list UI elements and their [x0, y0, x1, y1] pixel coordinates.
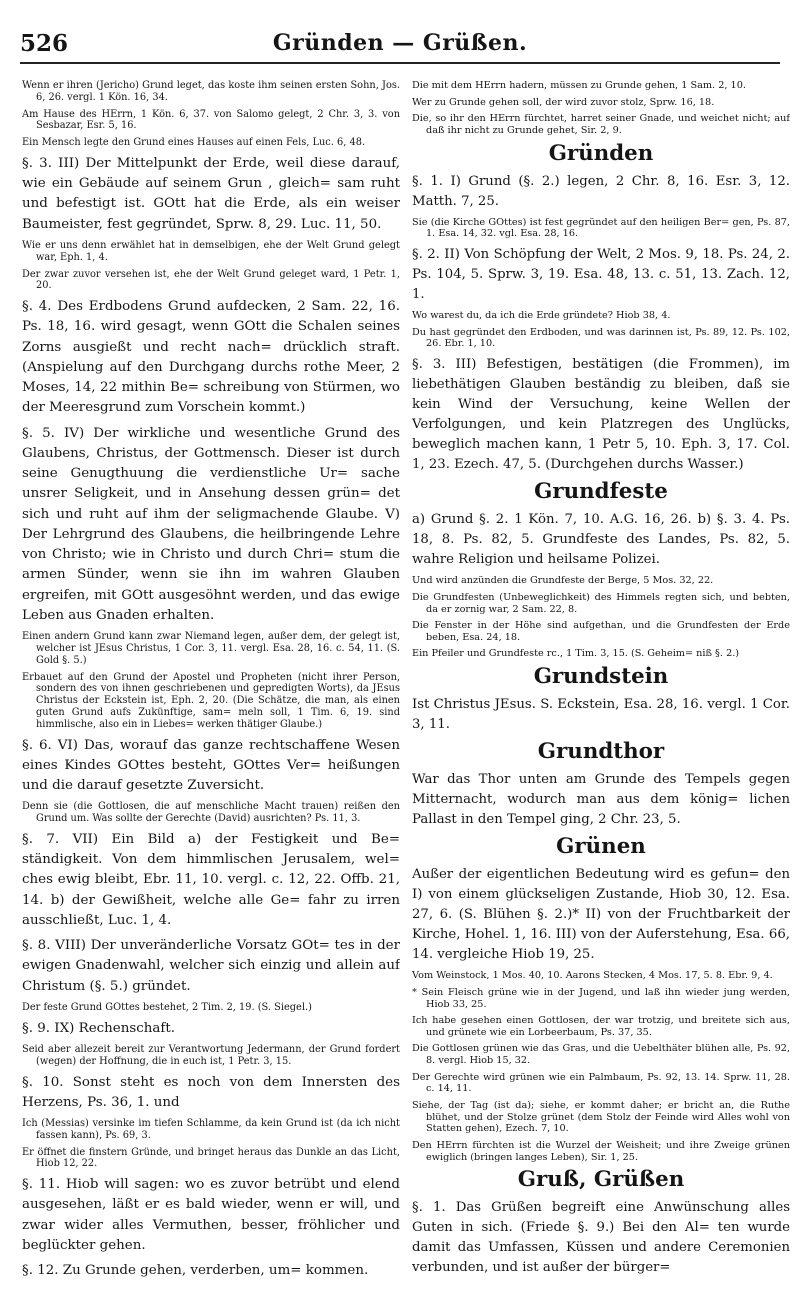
entry-heading: Grundfeste: [534, 479, 668, 505]
section-paragraph: §. 2. II) Von Schöpfung der Welt, 2 Mos. 9, 18. Ps. 24, 2. Ps. 104, 5. Sprw. 3, 19. Esa. 48, 13. c. 51, 13. Zach. 12, 1.: [412, 246, 790, 302]
citation-note: Wie er uns denn erwählet hat in demselbigen, ehe der Welt Grund gelegt war, Eph. 1, 4.: [22, 239, 400, 263]
section-paragraph: §. 1. I) Grund (§. 2.) legen, 2 Chr. 8, 16. Esr. 3, 12. Matth. 7, 25.: [412, 173, 790, 209]
running-title: Gründen — Grüßen.: [272, 30, 528, 56]
right-column: [412, 80, 790, 1288]
citation-note: Du hast gegründet den Erdboden, und was darinnen ist, Ps. 89, 12. Ps. 102, 26. Ebr. 1, 10.: [412, 326, 790, 350]
citation-note: Die mit dem HErrn hadern, müssen zu Grunde gehen, 1 Sam. 2, 10.: [412, 80, 746, 91]
citation-note: Wo warest du, da ich die Erde gründete? Hiob 38, 4.: [412, 310, 671, 322]
section-paragraph: §. 1. Das Grüßen begreift eine Anwünschung alles Guten in sich. (Friede §. 9.) Bei den Al= ten wurde damit das Umfassen, Küssen und andere Ceremonien verbunden, und ist außer der bürger=: [412, 1200, 790, 1276]
section-paragraph: Ist Christus JEsus. S. Eckstein, Esa. 28, 16. vergl. 1 Cor. 3, 11.: [412, 697, 790, 733]
citation-note: Der zwar zuvor versehen ist, ehe der Welt Grund geleget ward, 1 Petr. 1, 20.: [22, 268, 400, 292]
section-paragraph: §. 6. VI) Das, worauf das ganze rechtschaffene Wesen eines Kindes GOttes besteht, GOttes Ver= heißungen und die darauf gesetzte Zuversicht.: [22, 737, 400, 794]
citation-note: Und wird anzünden die Grundfeste der Berge, 5 Mos. 32, 22.: [412, 575, 714, 587]
citation-note: Am Hause des HErrn, 1 Kön. 6, 37. von Salomo gelegt, 2 Chr. 3, 3. von Sesbazar, Esr. 5, 16.: [22, 108, 400, 132]
citation-note: Ein Pfeiler und Grundfeste rc., 1 Tim. 3, 15. (S. Geheim= niß §. 2.): [412, 648, 740, 660]
citation-note: Die Fenster in der Höhe sind aufgethan, und die Grundfesten der Erde beben, Esa. 24, 18.: [412, 620, 790, 643]
entry-heading: Gruß, Grüßen: [517, 1167, 685, 1193]
citation-note: Wer zu Grunde gehen soll, der wird zuvor stolz, Sprw. 16, 18.: [412, 96, 715, 108]
entry-heading: Grünen: [556, 834, 646, 860]
section-paragraph: §. 4. Des Erdbodens Grund aufdecken, 2 Sam. 22, 16. Ps. 18, 16. wird gesagt, wenn GOtt die Schalen seines Zorns ausgießt und recht nach= drücklich straft. (Anspielung auf den Durchgang durchs rothe Meer, 2 Moses, 14, 22 mithin Be= schreibung von Stürmen, wo der Meeresgrund zum Vorschein kommt.): [22, 299, 400, 416]
citation-note: Die Grundfesten (Unbeweglichkeit) des Himmels regten sich, und bebten, da er zornig war, 2 Sam. 22, 8.: [412, 591, 790, 615]
citation-note: Ein Mensch legte den Grund eines Hauses auf einen Fels, Luc. 6, 48.: [22, 137, 366, 149]
entry-heading: Gründen: [548, 140, 654, 166]
header-rule: [20, 62, 780, 64]
citation-note: * Sein Fleisch grüne wie in der Jugend, und laß ihn wieder jung werden, Hiob 33, 25.: [412, 986, 790, 1010]
section-paragraph: §. 3. III) Befestigen, bestätigen (die Frommen), im liebethätigen Glauben beständig zu bleiben, daß sie kein Wind der Versuchung, keine Wellen der Verfolgungen, und kein Platzregen des Unglücks, beweglich machen kann, 1 Petr 5, 10. Eph. 3, 17. Col. 1, 23. Ezech. 47, 5. (Durchgehen durchs Wasser.): [412, 356, 790, 473]
citation-note: Erbauet auf den Grund der Apostel und Propheten (nicht ihrer Person, sondern des von ihnen geschriebenen und gepredigten Worts), da JEsus Christus der Eckstein ist, Eph. 2, 20. (Die Schätze, die man, als einen guten Grund aufs Zukünftige, sam= meln soll, 1 Tim. 6, 19. sind himmlische, also ein in Liebes= werken thätiger Glaube.): [22, 671, 400, 730]
page-number: 526: [20, 30, 69, 57]
citation-note: Die, so ihr den HErrn fürchtet, harret seiner Gnade, und weichet nicht; auf daß ihr nicht zu Grunde gehet, Sir. 2, 9.: [412, 113, 790, 136]
entry-heading: Grundthor: [537, 739, 665, 765]
citation-note: Ich (Messias) versinke im tiefen Schlamme, da kein Grund ist (da ich nicht fassen kann), Ps. 69, 3.: [22, 1118, 400, 1141]
citation-note: Er öffnet die finstern Gründe, und bringet heraus das Dunkle an das Licht, Hiob 12, 22.: [22, 1146, 400, 1170]
citation-note: Seid aber allezeit bereit zur Verantwortung Jedermann, der Grund fordert (wegen) der Hoffnung, die in euch ist, 1 Petr. 3, 15.: [22, 1043, 400, 1067]
section-paragraph: §. 5. IV) Der wirkliche und wesentliche Grund des Glaubens, Christus, der Gottmensch. Dieser ist durch seine Genugthuung die verdienstliche Ur= sache unsrer Seligkeit, und in Ansehung dessen grün= det sich und ruht auf ihm der seligmachende Glaube. V) Der Lehrgrund des Glaubens, die heilbringende Lehre von Christo; wie in Christo und durch Chri= stum die armen Sünder, wenn sie ihn im wahren Glauben ergreifen, mit GOtt ausgesöhnt werden, und das ewige Leben aus Gnaden erhalten.: [22, 425, 400, 623]
citation-note: Den HErrn fürchten ist die Wurzel der Weisheit; und ihre Zweige grünen ewiglich (bringen langes Leben), Sir. 1, 25.: [412, 1140, 790, 1163]
section-paragraph: §. 7. VII) Ein Bild a) der Festigkeit und Be= ständigkeit. Von dem himmlischen Jerusalem, wel= ches ewig bleibt, Ebr. 11, 10. vergl. c. 12, 22. Offb. 21, 14. b) der Gewißheit, welche alle Ge= fahr zu irren ausschließt, Luc. 1, 4.: [22, 831, 400, 928]
running-header: [20, 30, 780, 64]
citation-note: Der feste Grund GOttes bestehet, 2 Tim. 2, 19. (S. Siegel.): [22, 1001, 312, 1013]
section-paragraph: §. 3. III) Der Mittelpunkt der Erde, weil diese darauf, wie ein Gebäude auf seinem Grun , gleich= sam ruht und befestigt ist. GOtt hat die Erde, als ein weiser Baumeister, fest gegründet, Sprw. 8, 29. Luc. 11, 50.: [22, 155, 400, 232]
citation-note: Vom Weinstock, 1 Mos. 40, 10. Aarons Stecken, 4 Mos. 17, 5. 8. Ebr. 9, 4.: [412, 970, 773, 982]
citation-note: Einen andern Grund kann zwar Niemand legen, außer dem, der gelegt ist, welcher ist JEsus Christus, 1 Cor. 3, 11. vergl. Esa. 28, 16. c. 54, 11. (S. Gold §. 5.): [22, 631, 400, 666]
citation-note: Ich habe gesehen einen Gottlosen, der war trotzig, und breitete sich aus, und grünete wie ein Lorbeerbaum, Ps. 37, 35.: [412, 1015, 790, 1038]
citation-note: Der Gerechte wird grünen wie ein Palmbaum, Ps. 92, 13. 14. Sprw. 11, 28. c. 14, 11.: [412, 1071, 790, 1095]
left-column: [22, 80, 400, 1288]
citation-note: Denn sie (die Gottlosen, die auf menschliche Macht trauen) reißen den Grund um. Was sollte der Gerechte (David) ausrichten? Ps. 11, 3.: [22, 801, 400, 825]
section-paragraph: §. 10. Sonst steht es noch von dem Innersten des Herzens, Ps. 36, 1. und: [22, 1074, 400, 1110]
entry-heading: Grundstein: [533, 664, 669, 690]
citation-note: Siehe, der Tag (ist da); siehe, er kommt daher; er bricht an, die Ruthe blühet, und der Stolze grünet (dem Stolz der Feinde wird Alles wohl von Statten gehen), Ezech. 7, 10.: [412, 1100, 790, 1135]
section-paragraph: §. 12. Zu Grunde gehen, verderben, um= kommen.: [22, 1263, 369, 1279]
citation-note: Wenn er ihren (Jericho) Grund leget, das koste ihm seinen ersten Sohn, Jos. 6, 26. vergl. 1 Kön. 16, 34.: [22, 80, 400, 103]
section-paragraph: a) Grund §. 2. 1 Kön. 7, 10. A.G. 16, 26. b) §. 3. 4. Ps. 18, 8. Ps. 82, 5. Grundfeste des Landes, Ps. 82, 5. wahre Religion und heilsame Polizei.: [412, 512, 790, 568]
section-paragraph: §. 8. VIII) Der unveränderliche Vorsatz GOt= tes in der ewigen Gnadenwahl, welcher sich einzig und allein auf Christum (§. 5.) gründet.: [22, 938, 400, 994]
section-paragraph: Außer der eigentlichen Bedeutung wird es gefun= den I) von einem glückseligen Zustande, Hiob 30, 12. Esa. 27, 6. (S. Blühen §. 2.)* II) von der Fruchtbarkeit der Kirche, Hohel. 1, 16. III) von der Auferstehung, Esa. 66, 14. vergleiche Hiob 19, 25.: [412, 867, 790, 963]
section-paragraph: War das Thor unten am Grunde des Tempels gegen Mitternacht, wodurch man aus dem könig= lichen Pallast in den Tempel ging, 2 Chr. 23, 5.: [412, 772, 790, 828]
citation-note: Sie (die Kirche GOttes) ist fest gegründet auf den heiligen Ber= gen, Ps. 87, 1. Esa. 14, 32. vgl. Esa. 28, 16.: [412, 216, 790, 240]
citation-note: Die Gottlosen grünen wie das Gras, und die Uebelthäter blühen alle, Ps. 92, 8. vergl. Hiob 15, 32.: [412, 1043, 790, 1067]
section-paragraph: §. 11. Hiob will sagen: wo es zuvor betrübt und elend ausgesehen, läßt er es bald wieder, wenn er will, und zwar wider alles Vermuthen, besser, fröhlicher und beglückter gehen.: [22, 1177, 400, 1253]
section-paragraph: §. 9. IX) Rechenschaft.: [22, 1020, 175, 1036]
